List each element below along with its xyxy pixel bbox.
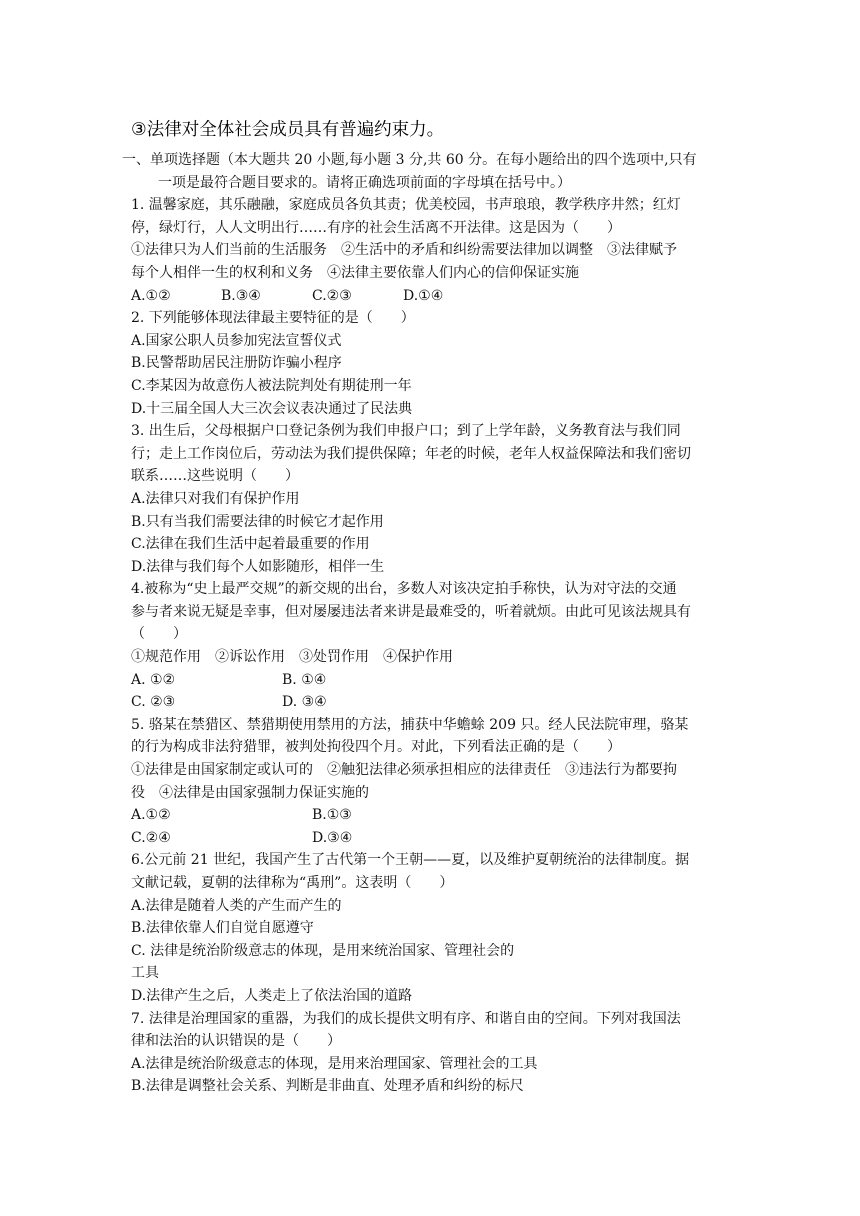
q1-option-d: D.①④ — [403, 287, 444, 304]
q2-option-a: A.国家公职人员参加宪法宣誓仪式 — [131, 332, 342, 349]
q6-option-a: A.法律是随着人类的产生而产生的 — [131, 897, 342, 914]
q2-option-c: C.李某因为故意伤人被法院判处有期徒刑一年 — [131, 377, 412, 394]
q4-stem: 参与者来说无疑是幸事，但对屡屡违法者来讲是最难受的，听着就烦。由此可见该法规具有 — [131, 603, 691, 620]
q5-statement: 役 ④法律是由国家强制力保证实施的 — [131, 784, 369, 801]
carryover-heading: ③法律对全体社会成员具有普遍约束力。 — [131, 120, 445, 140]
q5-option-a: A.①② — [131, 807, 171, 824]
section-instruction-cont: 一项是最符合题目要求的。请将正确选项前面的字母填在括号中。） — [158, 174, 571, 191]
q7-stem: 律和法治的认识错误的是（ ） — [131, 1033, 341, 1050]
q4-stem: （ ） — [131, 626, 187, 643]
q7-option-a: A.法律是统治阶级意志的体现，是用来治理国家、管理社会的工具 — [131, 1055, 538, 1072]
q2-stem: 2. 下列能够体现法律最主要特征的是（ ） — [131, 310, 415, 327]
question-body — [122, 149, 731, 1098]
q1-option-c: C.②③ — [312, 287, 352, 304]
q6-stem: 6.公元前 21 世纪，我国产生了古代第一个王朝——夏，以及维护夏朝统治的法律制度。据 — [131, 852, 690, 869]
q5-option-b: B.①③ — [312, 807, 352, 824]
q5-statement: ①法律是由国家制定或认可的 ②触犯法律必须承担相应的法律责任 ③违法行为都要拘 — [131, 762, 677, 779]
q1-options — [131, 285, 731, 308]
q6-option-d: D.法律产生之后，人类走上了依法治国的道路 — [131, 987, 413, 1004]
q1-option-b: B.③④ — [221, 287, 261, 304]
q3-stem: 3. 出生后，父母根据户口登记条例为我们申报户口；到了上学年龄，义务教育法与我们同 — [131, 423, 681, 440]
q3-option-a: A.法律只对我们有保护作用 — [131, 490, 300, 507]
q5-stem: 的行为构成非法狩猎罪，被判处拘役四个月。对此，下列看法正确的是（ ） — [131, 739, 621, 756]
q4-options-row1 — [131, 669, 731, 692]
q4-options-row2 — [131, 691, 731, 714]
q6-stem: 文献记载，夏朝的法律称为“禹刑”。这表明（ ） — [131, 875, 454, 891]
q3-option-b: B.只有当我们需要法律的时候它才起作用 — [131, 513, 384, 530]
q6-option-c-cont: 工具 — [131, 965, 159, 982]
q5-option-c: C.②④ — [131, 829, 171, 846]
q3-stem: 行；走上工作岗位后，劳动法为我们提供保障；年老的时候，老年人权益保障法和我们密切 — [131, 445, 691, 462]
q5-options-row1 — [131, 804, 731, 827]
q2-option-d: D.十三届全国人大三次会议表决通过了民法典 — [131, 400, 413, 417]
q2-option-b: B.民警帮助居民注册防诈骗小程序 — [131, 355, 342, 372]
q4-option-c: C. ②③ — [131, 694, 176, 711]
q1-stem: 1. 温馨家庭，其乐融融，家庭成员各负其责；优美校园，书声琅琅，教学秩序井然；红灯 — [131, 197, 681, 214]
section-instruction: 一、单项选择题（本大题共 20 小题,每小题 3 分,共 60 分。在每小题给出的四个选项中,只有 — [122, 152, 697, 168]
q4-statements: ①规范作用 ②诉讼作用 ③处罚作用 ④保护作用 — [131, 649, 453, 666]
q6-option-c: C. 法律是统治阶级意志的体现，是用来统治国家、管理社会的 — [131, 942, 515, 959]
q5-option-d: D.③④ — [312, 829, 353, 846]
q4-option-a: A. ①② — [131, 671, 176, 688]
q1-statement: ①法律只为人们当前的生活服务 ②生活中的矛盾和纠纷需要法律加以调整 ③法律赋予 — [131, 242, 677, 259]
q6-option-b: B.法律依靠人们自觉自愿遵守 — [131, 920, 314, 937]
q3-option-c: C.法律在我们生活中起着最重要的作用 — [131, 536, 370, 553]
q1-option-a: A.①② — [131, 287, 171, 304]
q5-options-row2 — [131, 827, 731, 850]
q3-option-d: D.法律与我们每个人如影随形，相伴一生 — [131, 558, 385, 575]
q5-stem: 5. 骆某在禁猎区、禁猎期使用禁用的方法，捕获中华蟾蜍 209 只。经人民法院审理，骆某 — [131, 716, 689, 733]
q1-statement: 每个人相伴一生的权利和义务 ④法律主要依靠人们内心的信仰保证实施 — [131, 264, 579, 281]
q7-option-b: B.法律是调整社会关系、判断是非曲直、处理矛盾和纠纷的标尺 — [131, 1078, 524, 1095]
q4-option-d: D. ③④ — [282, 694, 327, 711]
q1-stem: 停，绿灯行，人人文明出行……有序的社会生活离不开法律。这是因为（ ） — [131, 219, 621, 236]
q3-stem: 联系……这些说明（ ） — [131, 468, 299, 485]
q4-option-b: B. ①④ — [282, 671, 327, 688]
q7-stem: 7. 法律是治理国家的重器，为我们的成长提供文明有序、和谐自由的空间。下列对我国法 — [131, 1010, 681, 1027]
q4-stem: 4.被称为“史上最严交规”的新交规的出台，多数人对该决定拍手称快，认为对守法的交通 — [131, 581, 677, 598]
